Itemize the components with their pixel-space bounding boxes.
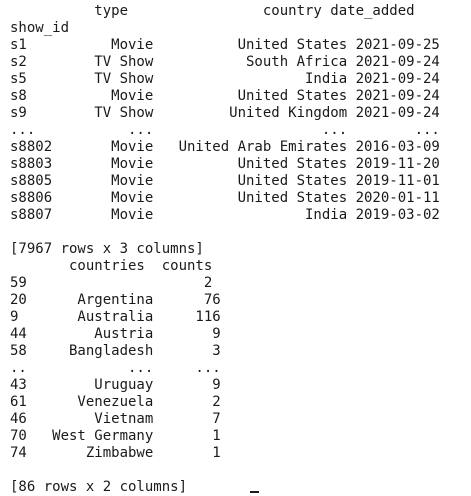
console-line: 44 Austria 9 [10,326,221,342]
console-line: ... ... ... ... [10,122,440,138]
console-line: 20 Argentina 76 [10,292,221,308]
console-line: s8802 Movie United Arab Emirates 2016-03-09 [10,139,440,155]
console-line: s9 TV Show United Kingdom 2021-09-24 [10,105,440,121]
console-line: s2 TV Show South Africa 2021-09-24 [10,54,440,70]
console-line: 61 Venezuela 2 [10,394,221,410]
console-line: show_id [10,20,70,36]
console-line: s8803 Movie United States 2019-11-20 [10,156,440,172]
console-line: 70 West Germany 1 [10,428,221,444]
console-line: countries counts [10,258,213,274]
console-line: 59 2 [10,275,213,291]
console-line: [86 rows x 2 columns] [10,479,188,495]
text-cursor [250,491,259,493]
console-line: type country date_added [10,3,415,19]
console-line [10,224,440,241]
console-line [10,462,440,479]
console-line: s8 Movie United States 2021-09-24 [10,88,440,104]
console-line: 9 Australia 116 [10,309,221,325]
console-line: 58 Bangladesh 3 [10,343,221,359]
console-line: s1 Movie United States 2021-09-25 [10,37,440,53]
console-line: 74 Zimbabwe 1 [10,445,221,461]
console-line: [7967 rows x 3 columns] [10,241,204,257]
console-line: 43 Uruguay 9 [10,377,221,393]
console-line: 46 Vietnam 7 [10,411,221,427]
console-output [10,3,440,496]
console-line: s8805 Movie United States 2019-11-01 [10,173,440,189]
console-line: s8807 Movie India 2019-03-02 [10,207,440,223]
console-line: .. ... ... [10,360,221,376]
console-line: s5 TV Show India 2021-09-24 [10,71,440,87]
console-line: s8806 Movie United States 2020-01-11 [10,190,440,206]
